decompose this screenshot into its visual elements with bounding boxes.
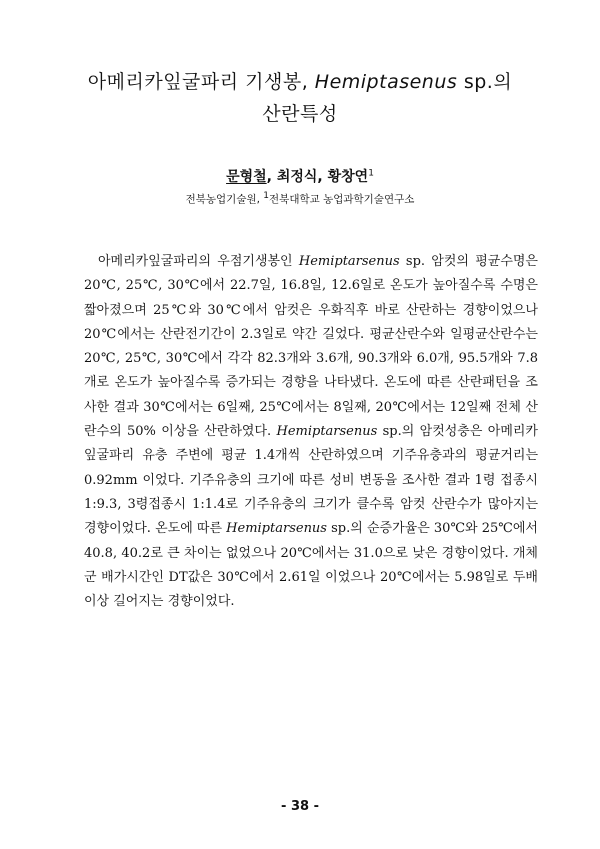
first-author: 문형철 [226,169,267,185]
abstract-text-1: 아메리카잎굴파리의 우점기생봉인 [98,254,299,269]
title-line-2: 산란특성 [262,103,338,125]
abstract-body [84,250,538,614]
abstract-species-1: Hemiptarsenus [298,254,400,269]
page-number: - 38 - [281,799,319,814]
abstract-text-3: sp.의 암컷성충은 아메리카잎굴파리 유충 주변에 평균 1.4개씩 산란하였으며 기주유충과의 평균거리는 0.92mm 이었다. 기주유충의 크기에 따른 성비 변동을 조사한 결과 1령 접종시 1:9.3, 3령접종시 1:1.4로 기주유충의 크기가 클수록 암컷 산란수가 많아지는 경향이었다. 온도에 따른 [84,424,538,537]
title-line-1 [40,66,560,98]
co-authors: , 최정식, 황창연 [266,169,369,185]
author-list [40,166,560,186]
affiliation-2: 전북대학교 농업과학기술연구소 [269,193,415,206]
abstract-text-2: sp. 암컷의 평균수명은 20℃, 25℃, 30℃에서 22.7일, 16.8일, 12.6일로 온도가 높아질수록 수명은 짧아졌으며 25℃와 30℃에서 암컷은 우화직후 바로 산란하는 경향이었으나 20℃에서는 산란전기간이 2.3일로 약간 길었다. 평균산란수와 일평균산란수는 20℃, 25℃, 30℃에서 각각 82.3개와 3.6개, 90.3개와 6.0개, 95.5개와 7.8개로 온도가 높아질수록 증가되는 경향을 나타냈다. 온도에 따른 산란패턴을 조사한 결과 30℃에서는 6일째, 25℃에서는 8일째, 20℃에서는 12일째 전체 산란수의 50% 이상을 산란하였다. [84,254,538,440]
abstract-text-4: sp.의 순증가율은 30℃와 25℃에서 40.8, 40.2로 큰 차이는 없었으나 20℃에서는 31.0으로 낮은 경향이었다. 개체군 배가시간인 DT값은 30℃에서 2.61일 이었으나 20℃에서는 5.98일로 두배 이상 길어지는 경향이었다. [84,521,538,610]
paper-title [40,66,560,130]
title-text-part-1: 아메리카잎굴파리 기생봉, [87,71,315,93]
abstract-species-2: Hemiptarsenus [276,424,378,440]
affiliation-line [40,191,560,207]
affiliation-1: 전북농업기술원, [185,193,264,206]
abstract-species-3: Hemiptarsenus [226,521,327,537]
title-species-name: Hemiptasenus [314,71,458,93]
title-text-part-2: sp.의 [457,71,513,93]
affiliation-mark: 1 [263,191,270,201]
author-affiliation-mark: 1 [368,168,374,179]
